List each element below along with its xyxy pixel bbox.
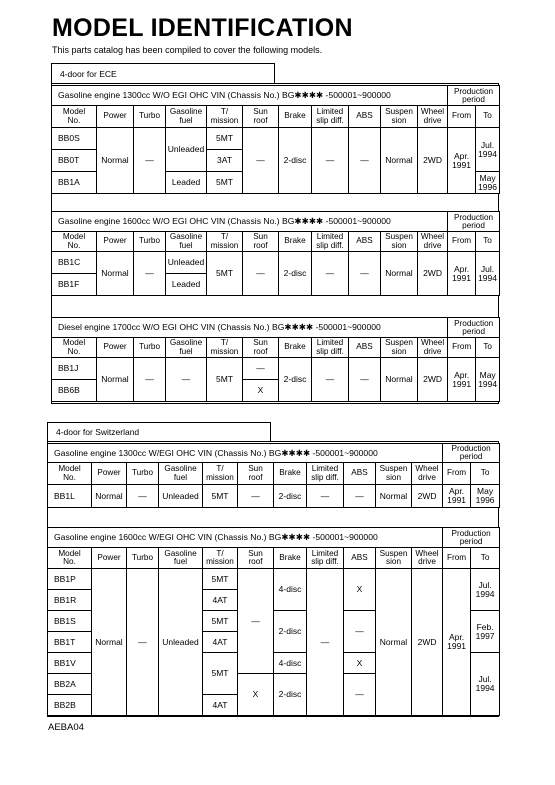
header-sunroof: Sun roof [238,548,274,569]
to-cell: Jul. 1994 [476,128,500,172]
header-fuel: Gasoline fuel [166,338,207,358]
header-brake: Brake [274,463,307,485]
brake-cell: 2-disc [279,128,312,194]
model-number: BB1S [48,611,92,632]
header-model: Model No. [48,548,92,569]
from-cell: Apr. 1991 [448,252,476,296]
transmission-cell: 5MT [203,569,238,590]
header-abs: ABS [349,338,381,358]
sunroof-cell: — [243,252,279,296]
sunroof-cell: — [238,569,274,674]
header-to: To [476,106,500,128]
ece-1600cc-table [51,211,500,296]
header-brake: Brake [279,338,312,358]
power-cell: Normal [92,485,127,508]
engine-description: Diesel engine 1700cc W/O EGI OHC VIN (Chassis No.) BG✱✱✱✱ -500001~900000 [52,318,448,338]
drive-cell: 2WD [418,252,448,296]
sunroof-cell: — [243,358,279,380]
brake-cell: 2-disc [279,252,312,296]
fuel-cell: Unleaded [159,569,203,716]
to-cell: Jul. 1994 [471,653,500,716]
region-label-ece: 4-door for ECE [51,63,275,84]
lsd-cell: — [307,569,344,716]
transmission-cell: 5MT [203,611,238,632]
header-brake: Brake [274,548,307,569]
transmission-cell: 5MT [207,358,243,402]
header-model: Model No. [52,338,97,358]
model-number: BB6B [52,380,97,402]
model-number: BB1J [52,358,97,380]
model-number: BB1P [48,569,92,590]
abs-cell: — [349,128,381,194]
header-to: To [476,232,500,252]
header-abs: ABS [349,232,381,252]
region-label-switzerland: 4-door for Switzerland [47,422,271,442]
model-number: BB2A [48,674,92,695]
brake-cell: 2-disc [279,358,312,402]
drive-cell: 2WD [412,569,443,716]
model-number: BB1V [48,653,92,674]
from-cell: Apr. 1991 [443,485,471,508]
transmission-cell: 3AT [207,150,243,172]
transmission-cell: 4AT [203,695,238,716]
header-suspension: Suspen sion [376,548,412,569]
header-abs: ABS [349,106,381,128]
power-cell: Normal [97,358,134,402]
abs-cell: — [344,611,376,653]
turbo-cell: — [134,128,166,194]
ece-1300cc-table [51,85,500,194]
fuel-cell: Unleaded [166,252,207,274]
turbo-cell: — [134,252,166,296]
suspension-cell: Normal [381,252,418,296]
production-period-header: Production period [443,444,500,463]
page-subtitle: This parts catalog has been compiled to cover the following models. [52,45,323,55]
fuel-cell: Unleaded [166,128,207,172]
header-drive: Wheel drive [418,338,448,358]
lsd-cell: — [312,128,349,194]
sunroof-cell: X [243,380,279,402]
header-turbo: Turbo [134,106,166,128]
to-cell: May 1996 [471,485,500,508]
turbo-cell: — [134,358,166,402]
header-from: From [448,232,476,252]
suspension-cell: Normal [376,485,412,508]
header-drive: Wheel drive [412,548,443,569]
header-drive: Wheel drive [412,463,443,485]
to-cell: May 1994 [476,358,500,402]
header-suspension: Suspen sion [376,463,412,485]
to-cell: Jul. 1994 [476,252,500,296]
to-cell: May 1996 [476,172,500,194]
drive-cell: 2WD [412,485,443,508]
header-from: From [443,463,471,485]
sunroof-cell: — [243,128,279,194]
header-abs: ABS [344,463,376,485]
from-cell: Apr. 1991 [443,569,471,716]
header-model: Model No. [48,463,92,485]
transmission-cell: 5MT [207,128,243,150]
header-power: Power [97,232,134,252]
sunroof-cell: — [238,485,274,508]
turbo-cell: — [127,485,159,508]
header-transmission: T/ mission [203,463,238,485]
drive-cell: 2WD [418,128,448,194]
header-brake: Brake [279,232,312,252]
abs-cell: — [349,358,381,402]
brake-cell: 2-disc [274,674,307,716]
header-sunroof: Sun roof [238,463,274,485]
drive-cell: 2WD [418,358,448,402]
header-lsd: Limited slip diff. [307,463,344,485]
header-fuel: Gasoline fuel [166,106,207,128]
brake-cell: 2-disc [274,485,307,508]
model-number: BB2B [48,695,92,716]
transmission-cell: 5MT [203,653,238,695]
header-lsd: Limited slip diff. [307,548,344,569]
brake-cell: 4-disc [274,569,307,611]
abs-cell: — [349,252,381,296]
turbo-cell: — [127,569,159,716]
header-transmission: T/ mission [207,338,243,358]
header-sunroof: Sun roof [243,338,279,358]
transmission-cell: 4AT [203,590,238,611]
from-cell: Apr. 1991 [448,128,476,194]
transmission-cell: 5MT [203,485,238,508]
header-turbo: Turbo [134,338,166,358]
header-transmission: T/ mission [207,232,243,252]
brake-cell: 2-disc [274,611,307,653]
suspension-cell: Normal [381,128,418,194]
header-lsd: Limited slip diff. [312,232,349,252]
header-to: To [471,548,500,569]
header-power: Power [97,338,134,358]
model-number: BB0S [52,128,97,150]
production-period-header: Production period [448,212,500,232]
model-number: BB1L [48,485,92,508]
footer-code: AEBA04 [48,722,84,733]
header-power: Power [92,548,127,569]
header-suspension: Suspen sion [381,106,418,128]
model-number: BB1T [48,632,92,653]
header-sunroof: Sun roof [243,232,279,252]
model-number: BB1F [52,274,97,296]
abs-cell: — [344,485,376,508]
lsd-cell: — [312,252,349,296]
production-period-header: Production period [448,86,500,106]
fuel-cell: Unleaded [159,485,203,508]
suspension-cell: Normal [381,358,418,402]
fuel-cell: — [166,358,207,402]
header-model: Model No. [52,232,97,252]
header-transmission: T/ mission [203,548,238,569]
abs-cell: — [344,674,376,716]
engine-description: Gasoline engine 1600cc W/O EGI OHC VIN (Chassis No.) BG✱✱✱✱ -500001~900000 [52,212,448,232]
model-number: BB1A [52,172,97,194]
engine-description: Gasoline engine 1300cc W/EGI OHC VIN (Chassis No.) BG✱✱✱✱ -500001~900000 [48,444,443,463]
header-model: Model No. [52,106,97,128]
header-drive: Wheel drive [418,106,448,128]
header-sunroof: Sun roof [243,106,279,128]
engine-description: Gasoline engine 1300cc W/O EGI OHC VIN (Chassis No.) BG✱✱✱✱ -500001~900000 [52,86,448,106]
sunroof-cell: X [238,674,274,716]
header-turbo: Turbo [134,232,166,252]
transmission-cell: 5MT [207,252,243,296]
switzerland-1300cc-table [47,443,500,508]
page-title: MODEL IDENTIFICATION [52,14,353,42]
to-cell: Jul. 1994 [471,569,500,611]
power-cell: Normal [97,128,134,194]
header-drive: Wheel drive [418,232,448,252]
header-suspension: Suspen sion [381,232,418,252]
header-brake: Brake [279,106,312,128]
production-period-header: Production period [443,528,500,548]
abs-cell: X [344,569,376,611]
header-power: Power [97,106,134,128]
header-from: From [448,106,476,128]
ece-diesel-table [51,317,500,402]
production-period-header: Production period [448,318,500,338]
header-abs: ABS [344,548,376,569]
model-number: BB1C [52,252,97,274]
abs-cell: X [344,653,376,674]
header-fuel: Gasoline fuel [159,548,203,569]
header-fuel: Gasoline fuel [166,232,207,252]
fuel-cell: Leaded [166,274,207,296]
power-cell: Normal [92,569,127,716]
to-cell: Feb. 1997 [471,611,500,653]
fuel-cell: Leaded [166,172,207,194]
header-to: To [471,463,500,485]
transmission-cell: 4AT [203,632,238,653]
suspension-cell: Normal [376,569,412,716]
header-power: Power [92,463,127,485]
power-cell: Normal [97,252,134,296]
lsd-cell: — [312,358,349,402]
header-lsd: Limited slip diff. [312,338,349,358]
header-from: From [448,338,476,358]
header-to: To [476,338,500,358]
header-turbo: Turbo [127,463,159,485]
switzerland-1600cc-table [47,527,500,716]
header-lsd: Limited slip diff. [312,106,349,128]
brake-cell: 4-disc [274,653,307,674]
transmission-cell: 5MT [207,172,243,194]
header-transmission: T/ mission [207,106,243,128]
header-fuel: Gasoline fuel [159,463,203,485]
header-turbo: Turbo [127,548,159,569]
header-from: From [443,548,471,569]
from-cell: Apr. 1991 [448,358,476,402]
header-suspension: Suspen sion [381,338,418,358]
lsd-cell: — [307,485,344,508]
model-number: BB0T [52,150,97,172]
model-number: BB1R [48,590,92,611]
engine-description: Gasoline engine 1600cc W/EGI OHC VIN (Chassis No.) BG✱✱✱✱ -500001~900000 [48,528,443,548]
